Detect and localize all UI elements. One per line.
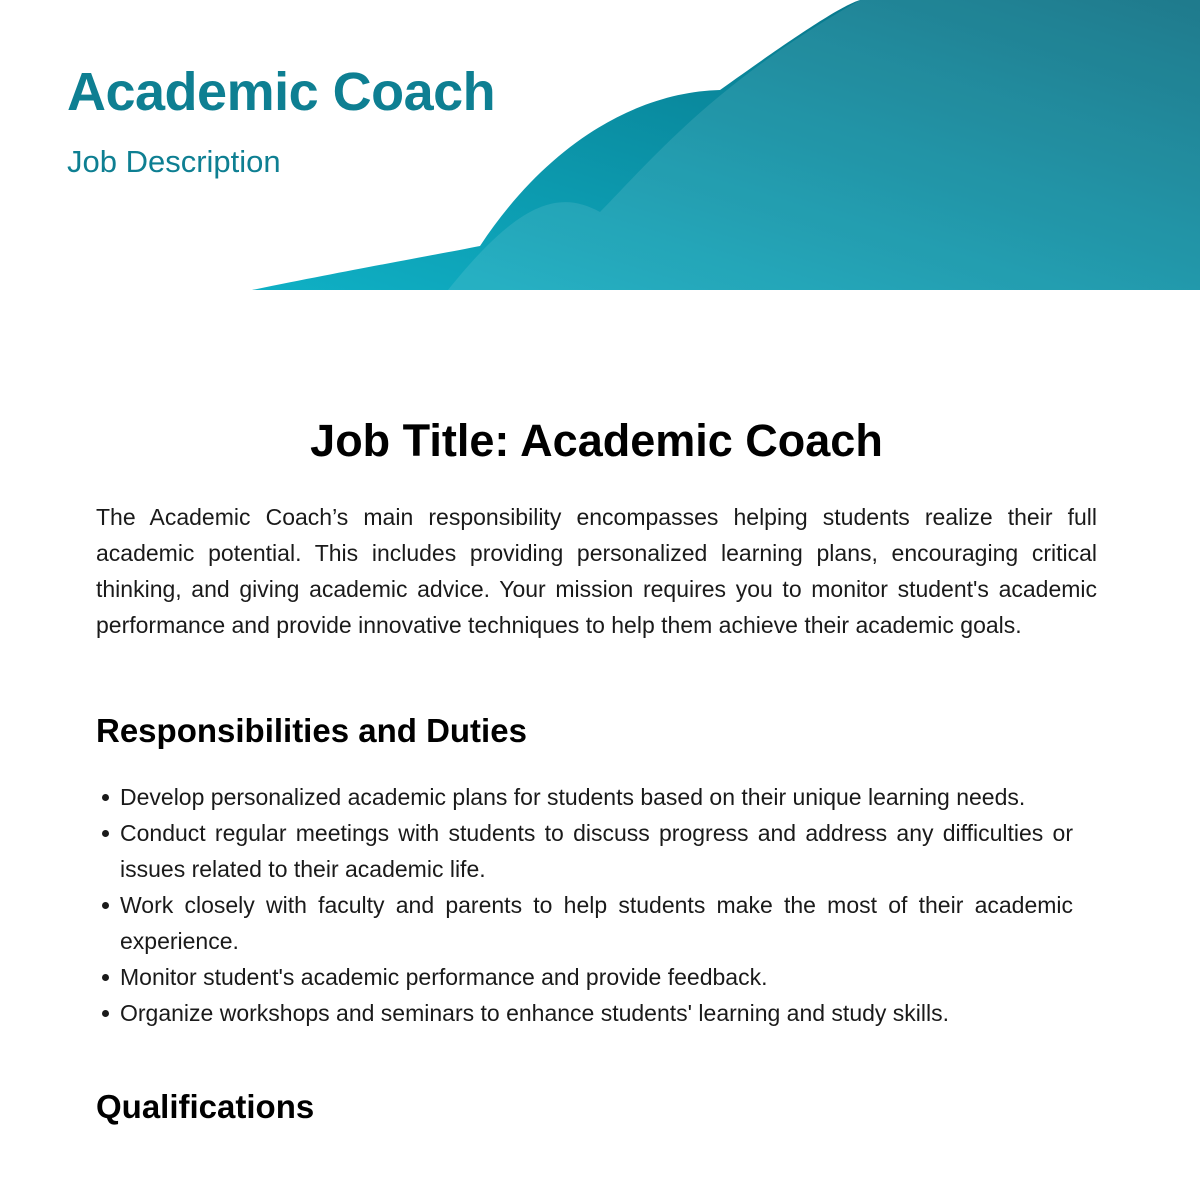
list-item-text: Work closely with faculty and parents to help students make the most of their academic experience. [120,892,1073,954]
list-item-text: Organize workshops and seminars to enhance students' learning and study skills. [120,1000,950,1026]
bullet-icon [102,830,109,837]
responsibilities-list [96,779,1073,1031]
document-subtitle: Job Description [67,144,281,179]
bullet-icon [102,974,109,981]
document-body [96,410,1097,1129]
list-item [96,959,1073,995]
list-item-text: Monitor student's academic performance and provide feedback. [120,964,768,990]
wave-shape-highlight [448,0,1200,290]
list-item-text: Develop personalized academic plans for students based on their unique learning needs. [120,784,1026,810]
job-summary: The Academic Coach’s main responsibility encompasses helping students realize their full academic potential. This includes providing personalized learning plans, encouraging critical thinking, and giving academic advice. Your mission requires you to monitor student's academic performance and provide innovative techniques to help them achieve their academic goals. [96,504,1097,638]
bullet-icon [102,902,109,909]
list-item [96,815,1073,887]
qualifications-heading: Qualifications [96,1088,315,1125]
list-item [96,779,1073,815]
document-title: Academic Coach [67,62,496,122]
responsibilities-heading: Responsibilities and Duties [96,712,527,749]
bullet-icon [102,794,109,801]
list-item [96,887,1073,959]
job-title-heading: Job Title: Academic Coach [310,415,883,466]
list-item-text: Conduct regular meetings with students to discuss progress and address any difficulties or issues related to their academic life. [120,820,1073,882]
list-item [96,995,1073,1031]
bullet-icon [102,1010,109,1017]
